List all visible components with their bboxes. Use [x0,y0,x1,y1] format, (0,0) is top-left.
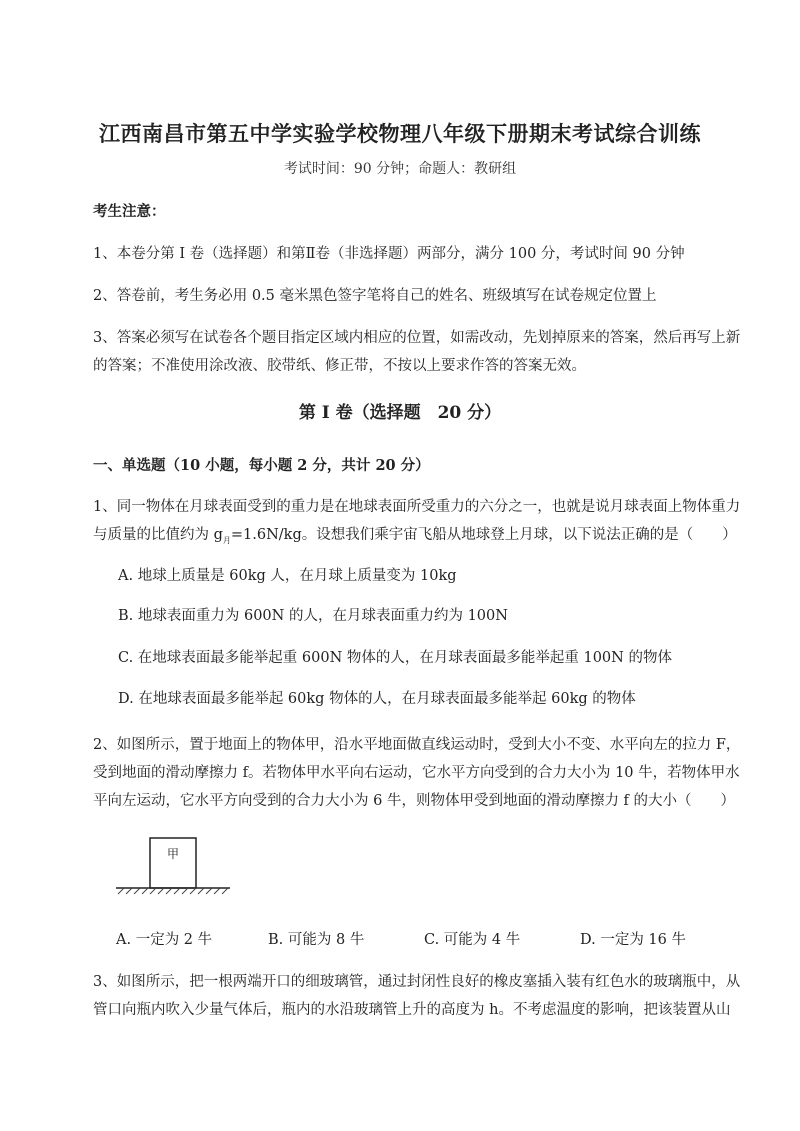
question-2-option-a: A. 一定为 2 牛 [116,932,213,948]
question-3-stem: 3、如图所示，把一根两端开口的细玻璃管，通过封闭性良好的橡皮塞插入装有红色水的玻璃瓶中，从管口向瓶内吹入少量气体后，瓶内的水沿玻璃管上升的高度为 h。不考虑温度的影响，把该装置从山 [93,974,741,1018]
part-heading: 一、单选题（10 小题，每小题 2 分，共计 20 分） [93,457,430,474]
block-label: 甲 [166,847,180,861]
question-1-option-d: D. 在地球表面最多能举起 60kg 物体的人，在月球表面最多能举起 60kg 的物体 [118,691,636,707]
notice-item: 2、答卷前，考生务必用 0.5 毫米黑色签字笔将自己的姓名、班级填写在试卷规定位置上 [93,288,657,304]
question-2-option-b: B. 可能为 8 牛 [268,932,365,948]
block-jia [150,838,196,888]
question-2-figure [112,834,242,898]
ground-hatch [118,888,228,894]
notice-item: 3、答案必须写在试卷各个题目指定区域内相应的位置，如需改动，先划掉原来的答案，然后再写上新的答案；不准使用涂改液、胶带纸、修正带，不按以上要求作答的答案无效。 [93,330,741,374]
question-1-stem [93,493,753,555]
question-2-option-c: C. 可能为 4 牛 [424,932,521,948]
notice-heading: 考生注意： [93,203,166,220]
page-title: 江西南昌市第五中学实验学校物理八年级下册期末考试综合训练 [99,121,701,146]
question-1-option-b: B. 地球表面重力为 600N 的人，在月球表面重力约为 100N [118,608,508,624]
question-2-stem: 2、如图所示，置于地面上的物体甲，沿水平地面做直线运动时，受到大小不变、水平向左的拉力 F，受到地面的滑动摩擦力 f。若物体甲水平向右运动，它水平方向受到的合力大小为 10 牛，若物体甲水平向左运动，它水平方向受到的合力大小为 6 牛，则物体甲受到地面的滑动摩擦力 f 的大小（ ） [93,737,741,809]
question-1-option-a: A. 地球上质量是 60kg 人，在月球上质量变为 10kg [118,568,457,584]
question-1-option-c: C. 在地球表面最多能举起重 600N 物体的人，在月球表面最多能举起重 100N 的物体 [118,650,672,666]
question-1-stem-b: =1.6N/kg。设想我们乘宇宙飞船从地球登上月球，以下说法正确的是（ ） [230,527,737,543]
question-1-subscript: 月 [222,535,231,545]
notice-item: 1、本卷分第 I 卷（选择题）和第Ⅱ卷（非选择题）两部分，满分 100 分，考试时间 90 分钟 [93,246,685,262]
question-2-option-d: D. 一定为 16 牛 [580,932,686,948]
question-1-stem-a: 1、同一物体在月球表面受到的重力是在地球表面所受重力的六分之一，也就是说月球表面上物体重力与质量的比值约为 g [93,499,741,543]
exam-info: 考试时间：90 分钟；命题人：教研组 [283,161,517,177]
section-title: 第 I 卷（选择题 20 分） [298,403,502,423]
